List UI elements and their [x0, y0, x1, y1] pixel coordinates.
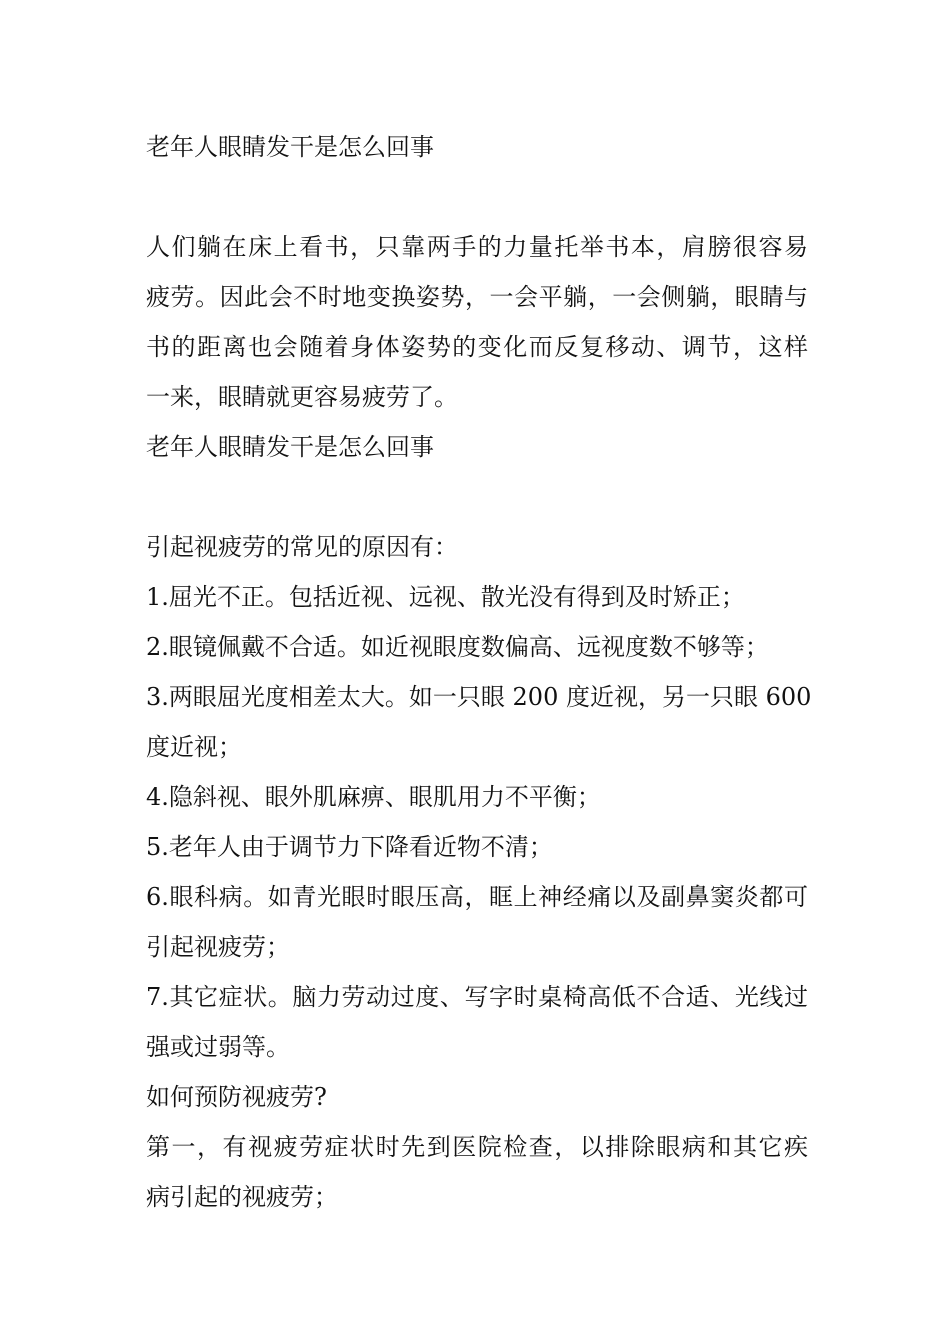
- list-item-continued: 引起视疲劳；: [146, 933, 290, 961]
- list-item-continued: 度近视；: [146, 733, 242, 761]
- blank-line: [146, 172, 808, 222]
- list-item: 4.隐斜视、眼外肌麻痹、眼肌用力不平衡；: [146, 783, 601, 811]
- list-item: 第一，有视疲劳症状时先到医院检查，以排除眼病和其它疾: [146, 1133, 808, 1161]
- list-item: 7.其它症状。脑力劳动过度、写字时桌椅高低不合适、光线过: [146, 983, 808, 1011]
- list-item-continued: 病引起的视疲劳；: [146, 1183, 338, 1211]
- paragraph-line: 疲劳。因此会不时地变换姿势，一会平躺，一会侧躺，眼睛与: [146, 283, 808, 311]
- paragraph-line: 人们躺在床上看书，只靠两手的力量托举书本，肩膀很容易: [146, 233, 808, 261]
- document-title: 老年人眼睛发干是怎么回事: [146, 133, 434, 161]
- list-item: 5.老年人由于调节力下降看近物不清；: [146, 833, 553, 861]
- paragraph-line: 书的距离也会随着身体姿势的变化而反复移动、调节，这样: [146, 333, 808, 361]
- section-subtitle: 老年人眼睛发干是怎么回事: [146, 433, 434, 461]
- paragraph-line: 一来，眼睛就更容易疲劳了。: [146, 383, 458, 411]
- prevention-heading: 如何预防视疲劳?: [146, 1083, 327, 1111]
- list-item: 6.眼科病。如青光眼时眼压高，眶上神经痛以及副鼻窦炎都可: [146, 883, 808, 911]
- blank-line: [146, 472, 808, 522]
- list-item-continued: 强或过弱等。: [146, 1033, 290, 1061]
- list-item: 1.屈光不正。包括近视、远视、散光没有得到及时矫正；: [146, 583, 745, 611]
- prevention-list: [146, 1122, 808, 1222]
- list-item: 2.眼镜佩戴不合适。如近视眼度数偏高、远视度数不够等；: [146, 633, 769, 661]
- document-page: [146, 122, 812, 1222]
- causes-list: [146, 572, 812, 1072]
- causes-intro: 引起视疲劳的常见的原因有：: [146, 533, 458, 561]
- list-item: 3.两眼屈光度相差太大。如一只眼 200 度近视，另一只眼 600: [146, 683, 812, 711]
- paragraph-reading-in-bed: [146, 222, 808, 422]
